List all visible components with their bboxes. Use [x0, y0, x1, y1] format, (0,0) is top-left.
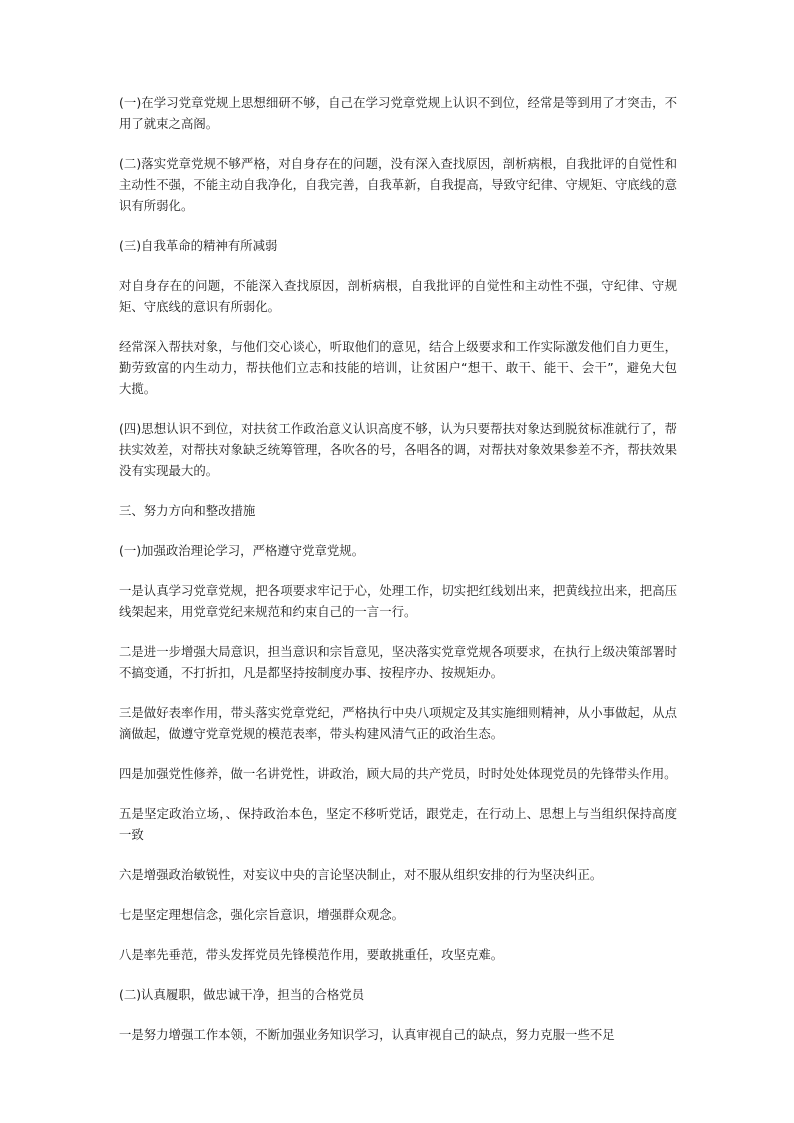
paragraph-weakness-4: (四)思想认识不到位，对扶贫工作政治意义认识高度不够，认为只要帮扶对象达到脱贫标准就行了，帮扶实效差，对帮扶对象缺乏统筹管理，各吹各的号，各唱各的调，对帮扶对象效果参差不齐，帮扶效果没有实现最大的。 [119, 421, 677, 478]
duty-measure-1: 一是努力增强工作本领，不断加强业务知识学习，认真审视自己的缺点，努力克服一些不足 [119, 1027, 615, 1042]
measure-2: 二是进一步增强大局意识，担当意识和宗旨意见，坚决落实党章党规各项要求，在执行上级决策部署时不搞变通，不打折扣，凡是都坚持按制度办事、按程序办、按规矩办。 [119, 644, 677, 680]
document-page [119, 92, 677, 1064]
paragraph-weakness-2: (二)落实党章党规不够严格，对自身存在的问题，没有深入查找原因，剖析病根，自我批评的自觉性和主动性不强，不能主动自我净化，自我完善，自我革新，自我提高，导致守纪律、守规矩、守底线的意识有所弱化。 [119, 156, 677, 213]
subheading-political-study: (一)加强政治理论学习，严格遵守党章党规。 [119, 543, 365, 558]
paragraph-weakness-3-heading: (三)自我革命的精神有所减弱 [119, 238, 278, 253]
measure-7: 七是坚定理想信念，强化宗旨意识，增强群众观念。 [119, 907, 404, 922]
paragraph-assistance: 经常深入帮扶对象，与他们交心谈心，听取他们的意见，结合上级要求和工作实际激发他们自力更生，勤劳致富的内生动力，帮扶他们立志和技能的培训，让贫困户“想干、敢干、能干、会干”，避免大包大揽。 [119, 339, 677, 396]
measure-5: 五是坚定政治立场，、保持政治本色，坚定不移听党话，跟党走，在行动上、思想上与当组织保持高度一致 [119, 806, 677, 842]
paragraph-weakness-3-body: 对自身存在的问题，不能深入查找原因，剖析病根，自我批评的自觉性和主动性不强，守纪律、守规矩、守底线的意识有所弱化。 [119, 278, 677, 314]
paragraph-weakness-1: (一)在学习党章党规上思想细研不够，自己在学习党章党规上认识不到位，经常是等到用了才突击，不用了就束之高阁。 [119, 95, 677, 131]
section-heading-rectification: 三、努力方向和整改措施 [119, 503, 256, 518]
measure-1: 一是认真学习党章党规，把各项要求牢记于心，处理工作，切实把红线划出来，把黄线拉出来，把高压线架起来，用党章党纪来规范和约束自己的一言一行。 [119, 583, 677, 619]
measure-8: 八是率先垂范，带头发挥党员先锋模范作用，要敢挑重任，攻坚克难。 [119, 947, 504, 962]
measure-3: 三是做好表率作用，带头落实党章党纪，严格执行中央八项规定及其实施细则精神，从小事做起，从点滴做起，做遵守党章党规的模范表率，带头构建风清气正的政治生态。 [119, 705, 677, 741]
measure-6: 六是增强政治敏锐性，对妄议中央的言论坚决制止，对不服从组织安排的行为坚决纠正。 [119, 867, 603, 882]
measure-4: 四是加强党性修养，做一名讲党性，讲政治，顾大局的共产党员，时时处处体现党员的先锋带头作用。 [119, 766, 677, 781]
subheading-duty: (二)认真履职，做忠诚干净，担当的合格党员 [119, 987, 365, 1002]
